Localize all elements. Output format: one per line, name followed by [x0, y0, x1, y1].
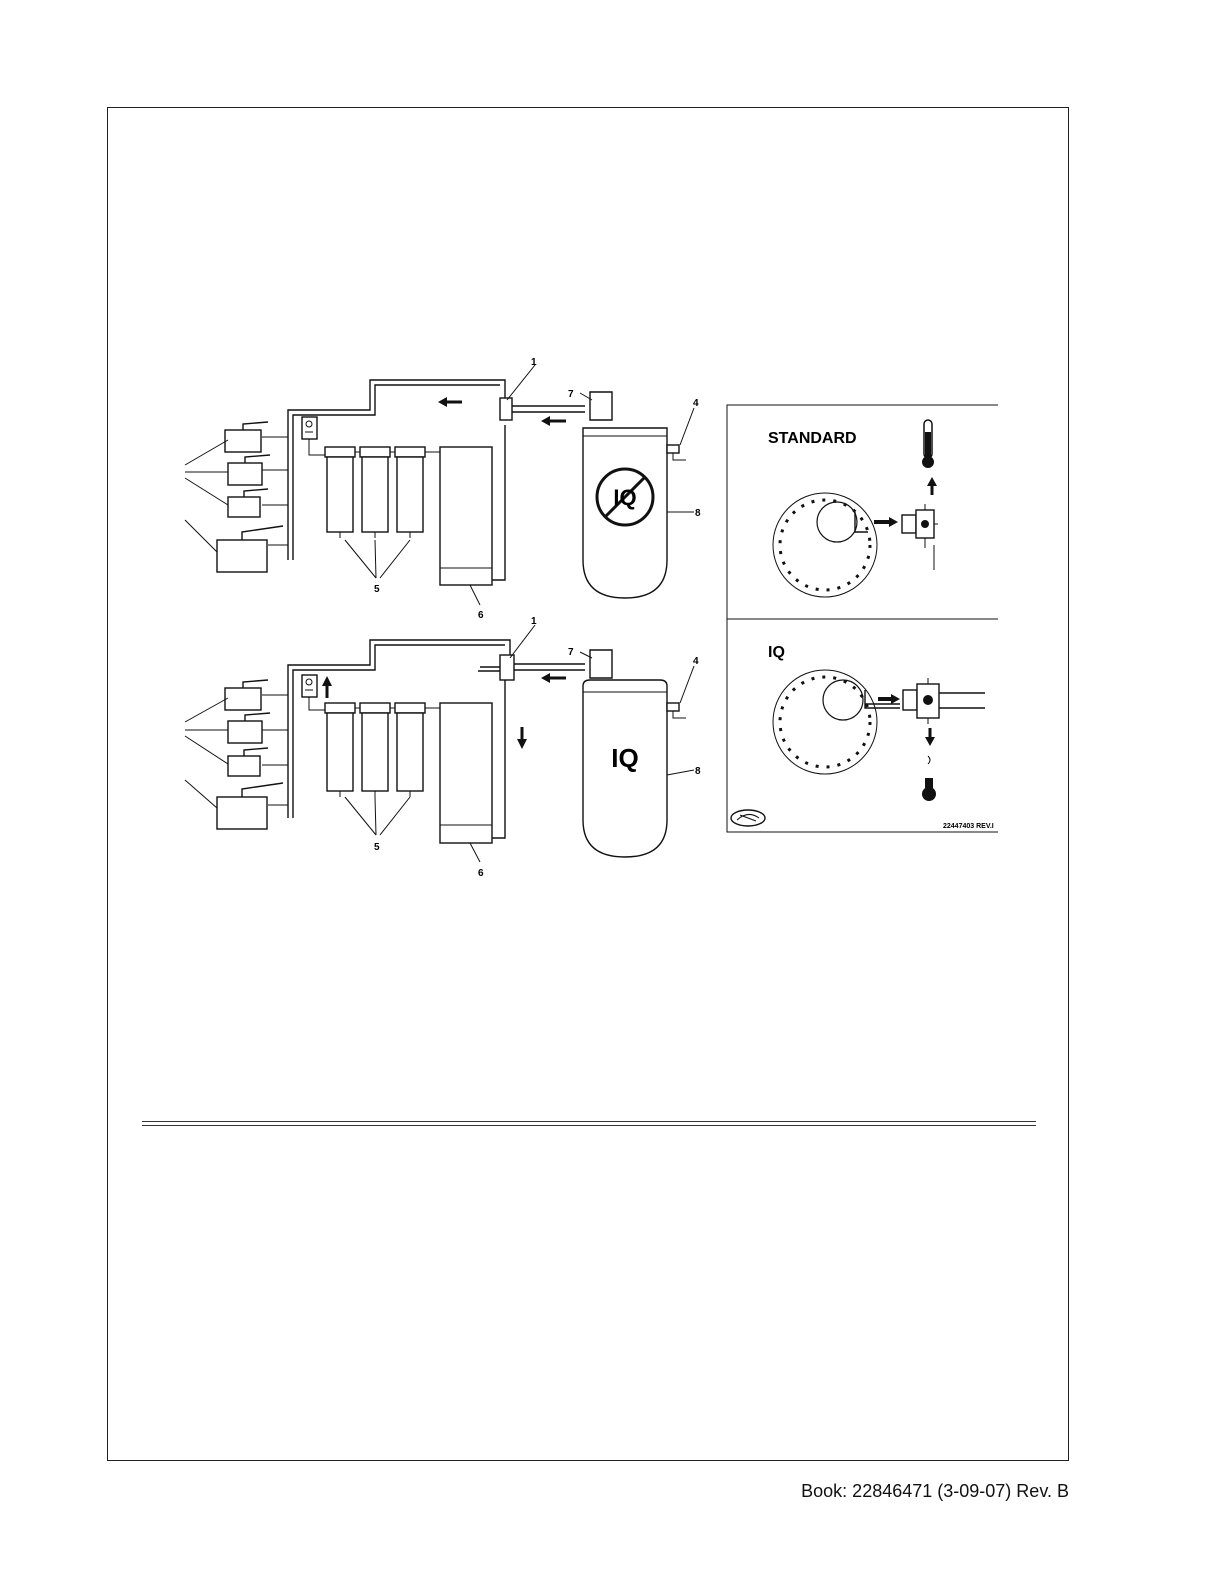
- dryer-unit: [440, 447, 492, 585]
- callout-4: 4: [693, 398, 699, 409]
- callout-5: 5: [374, 842, 380, 853]
- valve-fitting-icon: [902, 504, 938, 570]
- receiver-tank: [583, 428, 686, 598]
- flow-arrow-icon: [438, 397, 462, 407]
- arrow-right-icon: [874, 517, 898, 527]
- arrow-down-icon: [925, 728, 935, 746]
- thermometer-icon: [922, 420, 934, 468]
- inset-standard-title: STANDARD: [768, 430, 857, 447]
- flow-arrow-icon: [322, 676, 332, 698]
- callout-1: 1: [531, 357, 537, 368]
- callout-4: 4: [693, 656, 699, 667]
- arrow-up-icon: [927, 477, 937, 495]
- callout-8: 8: [695, 766, 701, 777]
- callout-1: 1: [531, 616, 537, 627]
- tank-label: IQ: [613, 485, 637, 510]
- drawing-number: 22447403 REV.I: [943, 823, 994, 830]
- bottom-schematic: [185, 616, 701, 879]
- tank-label: IQ: [611, 743, 639, 773]
- flow-arrow-icon: [541, 416, 566, 426]
- divider-rule: [142, 1121, 1036, 1122]
- callout-5: 5: [374, 584, 380, 595]
- tee-fitting: [500, 655, 514, 680]
- logo-icon: [731, 810, 765, 826]
- dryer-unit: [440, 703, 492, 843]
- bearing-ring: [773, 493, 877, 597]
- callout-7: 7: [568, 389, 574, 400]
- valve-group: [217, 680, 283, 829]
- check-valve-icon: [302, 675, 317, 697]
- tee-fitting: [500, 398, 512, 420]
- callout-8: 8: [695, 508, 701, 519]
- inset-panel: [727, 405, 998, 832]
- arrow-right-icon: [878, 694, 900, 704]
- book-reference: Book: 22846471 (3-09-07) Rev. B: [801, 1481, 1069, 1501]
- valve-group: [217, 422, 283, 572]
- filter-group: [325, 703, 440, 797]
- flow-arrow-icon: [541, 673, 566, 683]
- callout-6: 6: [478, 610, 484, 621]
- flow-arrow-icon: [517, 727, 527, 749]
- receiver-tank: [583, 680, 686, 857]
- callout-7: 7: [568, 647, 574, 658]
- callout-6: 6: [478, 868, 484, 879]
- filter-group: [325, 447, 440, 538]
- top-schematic: [185, 357, 701, 621]
- divider-rule: [142, 1125, 1036, 1126]
- thermometer-icon: [922, 756, 936, 801]
- inset-iq-title: IQ: [768, 644, 785, 661]
- check-valve-icon: [302, 417, 317, 439]
- valve-fitting-icon: [903, 678, 985, 724]
- bearing-ring: [773, 670, 877, 774]
